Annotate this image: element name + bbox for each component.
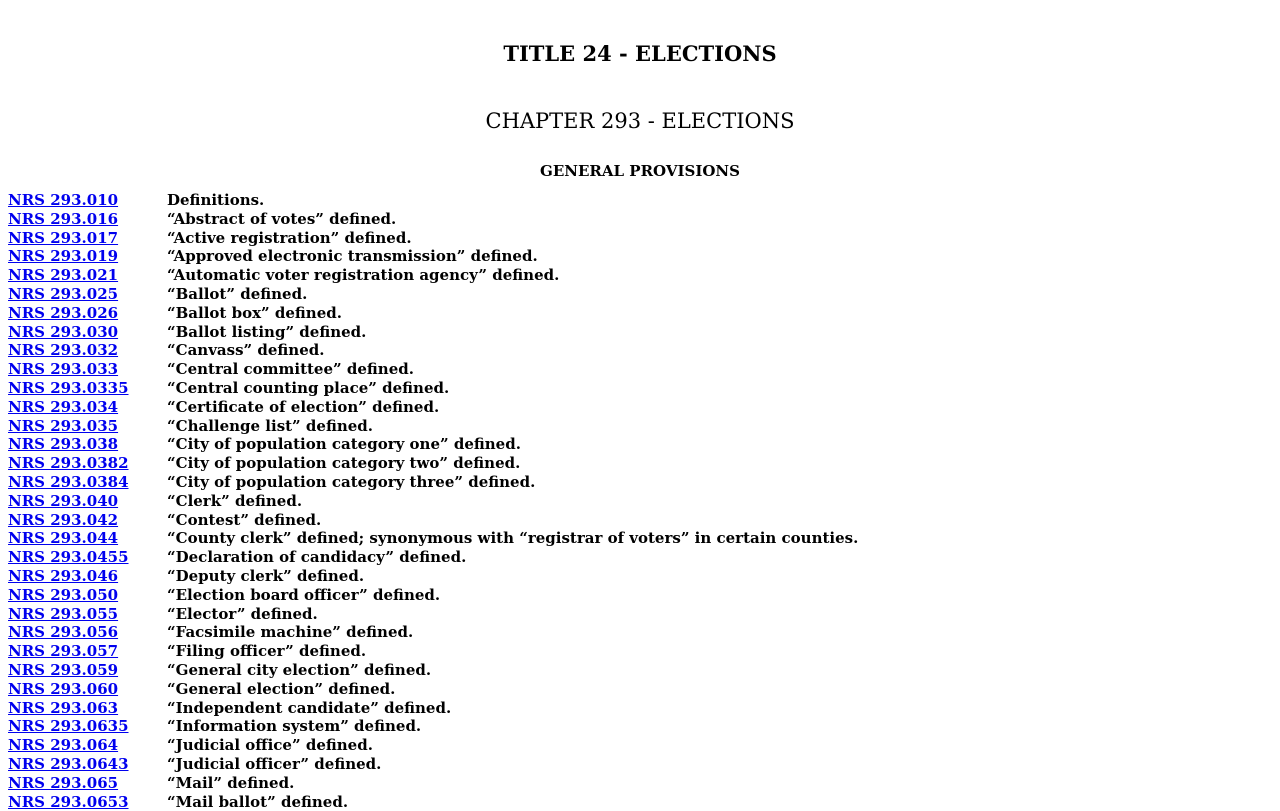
section-description: “City of population category one” defined. <box>167 435 1272 454</box>
section-link[interactable]: NRS 293.040 <box>8 492 167 511</box>
section-link[interactable]: NRS 293.0335 <box>8 379 167 398</box>
list-item <box>8 529 1272 548</box>
section-description: “Judicial office” defined. <box>167 736 1272 755</box>
section-description: “Mail ballot” defined. <box>167 793 1272 811</box>
list-item <box>8 229 1272 248</box>
list-item <box>8 435 1272 454</box>
list-item <box>8 680 1272 699</box>
section-description: “Deputy clerk” defined. <box>167 567 1272 586</box>
section-description: “Ballot box” defined. <box>167 304 1272 323</box>
section-description: Definitions. <box>167 191 1272 210</box>
list-item <box>8 473 1272 492</box>
section-link[interactable]: NRS 293.0455 <box>8 548 167 567</box>
list-item <box>8 323 1272 342</box>
section-link[interactable]: NRS 293.038 <box>8 435 167 454</box>
list-item <box>8 417 1272 436</box>
section-heading: GENERAL PROVISIONS <box>0 161 1280 181</box>
section-description: “Automatic voter registration agency” defined. <box>167 266 1272 285</box>
section-description: “Certificate of election” defined. <box>167 398 1272 417</box>
section-description: “Clerk” defined. <box>167 492 1272 511</box>
list-item <box>8 699 1272 718</box>
section-description: “Mail” defined. <box>167 774 1272 793</box>
section-link[interactable]: NRS 293.055 <box>8 605 167 624</box>
section-description: “Information system” defined. <box>167 717 1272 736</box>
list-item <box>8 567 1272 586</box>
section-link[interactable]: NRS 293.064 <box>8 736 167 755</box>
section-description: “Elector” defined. <box>167 605 1272 624</box>
section-link[interactable]: NRS 293.056 <box>8 623 167 642</box>
section-description: “Central committee” defined. <box>167 360 1272 379</box>
section-link[interactable]: NRS 293.016 <box>8 210 167 229</box>
section-description: “Central counting place” defined. <box>167 379 1272 398</box>
section-link[interactable]: NRS 293.030 <box>8 323 167 342</box>
section-link[interactable]: NRS 293.0635 <box>8 717 167 736</box>
section-link[interactable]: NRS 293.0653 <box>8 793 167 811</box>
section-link[interactable]: NRS 293.035 <box>8 417 167 436</box>
list-item <box>8 341 1272 360</box>
section-description: “Filing officer” defined. <box>167 642 1272 661</box>
section-description: “Independent candidate” defined. <box>167 699 1272 718</box>
section-link[interactable]: NRS 293.017 <box>8 229 167 248</box>
section-link[interactable]: NRS 293.026 <box>8 304 167 323</box>
section-link[interactable]: NRS 293.021 <box>8 266 167 285</box>
list-item <box>8 398 1272 417</box>
section-link[interactable]: NRS 293.0382 <box>8 454 167 473</box>
section-link[interactable]: NRS 293.019 <box>8 247 167 266</box>
list-item <box>8 266 1272 285</box>
section-link[interactable]: NRS 293.050 <box>8 586 167 605</box>
list-item <box>8 247 1272 266</box>
list-item <box>8 661 1272 680</box>
list-item <box>8 492 1272 511</box>
section-description: “Declaration of candidacy” defined. <box>167 548 1272 567</box>
section-description: “City of population category three” defined. <box>167 473 1272 492</box>
list-item <box>8 717 1272 736</box>
section-link[interactable]: NRS 293.032 <box>8 341 167 360</box>
section-description: “Ballot listing” defined. <box>167 323 1272 342</box>
section-list <box>8 191 1272 811</box>
section-description: “Challenge list” defined. <box>167 417 1272 436</box>
list-item <box>8 304 1272 323</box>
list-item <box>8 360 1272 379</box>
section-link[interactable]: NRS 293.033 <box>8 360 167 379</box>
section-link[interactable]: NRS 293.010 <box>8 191 167 210</box>
section-link[interactable]: NRS 293.046 <box>8 567 167 586</box>
section-description: “Approved electronic transmission” defined. <box>167 247 1272 266</box>
section-link[interactable]: NRS 293.044 <box>8 529 167 548</box>
list-item <box>8 774 1272 793</box>
section-link[interactable]: NRS 293.063 <box>8 699 167 718</box>
section-description: “General election” defined. <box>167 680 1272 699</box>
section-description: “City of population category two” defined. <box>167 454 1272 473</box>
list-item <box>8 379 1272 398</box>
list-item <box>8 623 1272 642</box>
list-item <box>8 548 1272 567</box>
chapter-heading: CHAPTER 293 - ELECTIONS <box>0 107 1280 135</box>
page-title: TITLE 24 - ELECTIONS <box>0 40 1280 68</box>
section-link[interactable]: NRS 293.0643 <box>8 755 167 774</box>
list-item <box>8 642 1272 661</box>
list-item <box>8 736 1272 755</box>
section-description: “Contest” defined. <box>167 511 1272 530</box>
section-description: “Canvass” defined. <box>167 341 1272 360</box>
list-item <box>8 285 1272 304</box>
list-item <box>8 793 1272 811</box>
section-description: “Election board officer” defined. <box>167 586 1272 605</box>
section-description: “Facsimile machine” defined. <box>167 623 1272 642</box>
section-link[interactable]: NRS 293.059 <box>8 661 167 680</box>
list-item <box>8 586 1272 605</box>
section-description: “Active registration” defined. <box>167 229 1272 248</box>
list-item <box>8 511 1272 530</box>
section-description: “Judicial officer” defined. <box>167 755 1272 774</box>
list-item <box>8 605 1272 624</box>
list-item <box>8 191 1272 210</box>
section-link[interactable]: NRS 293.025 <box>8 285 167 304</box>
section-link[interactable]: NRS 293.042 <box>8 511 167 530</box>
section-link[interactable]: NRS 293.065 <box>8 774 167 793</box>
section-link[interactable]: NRS 293.0384 <box>8 473 167 492</box>
section-description: “Ballot” defined. <box>167 285 1272 304</box>
list-item <box>8 210 1272 229</box>
list-item <box>8 454 1272 473</box>
section-description: “General city election” defined. <box>167 661 1272 680</box>
section-link[interactable]: NRS 293.034 <box>8 398 167 417</box>
section-description: “Abstract of votes” defined. <box>167 210 1272 229</box>
section-description: “County clerk” defined; synonymous with “registrar of voters” in certain counties. <box>167 529 1272 548</box>
section-link[interactable]: NRS 293.060 <box>8 680 167 699</box>
section-link[interactable]: NRS 293.057 <box>8 642 167 661</box>
list-item <box>8 755 1272 774</box>
